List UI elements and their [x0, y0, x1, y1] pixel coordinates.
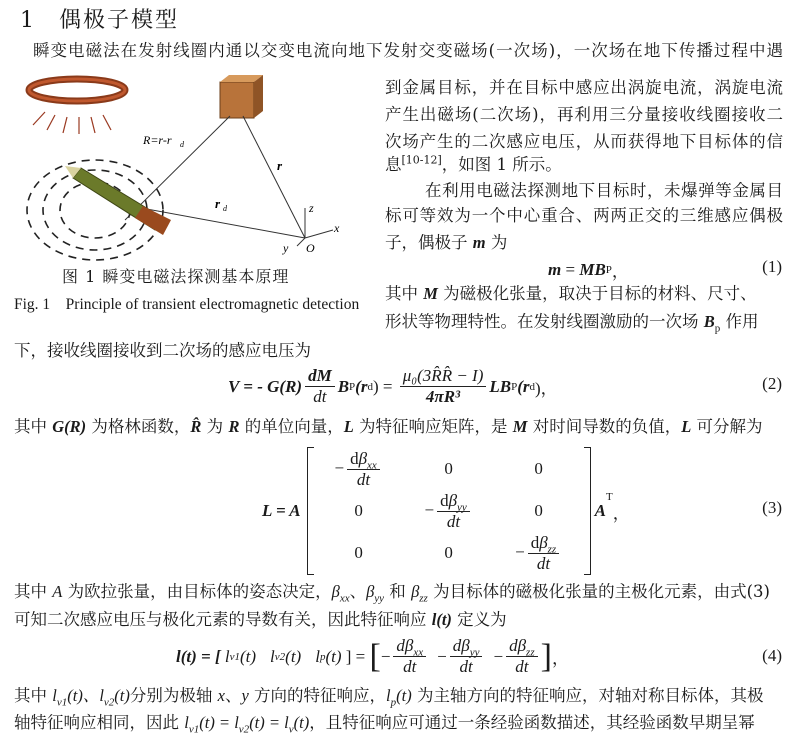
math-op: ) = — [372, 376, 397, 396]
text: 其中 — [14, 417, 53, 436]
math-var: M — [512, 417, 528, 436]
label-rd-sub: d — [223, 204, 227, 213]
math-var: β — [539, 532, 548, 552]
math-var: (t) — [114, 686, 130, 705]
matrix-cell: 0 — [354, 501, 363, 520]
math-var: (t) = — [199, 713, 235, 732]
math-var: dβ — [396, 636, 414, 655]
right-bracket — [584, 447, 591, 575]
math-sub: v1 — [56, 696, 68, 709]
math-var: (t) — [325, 646, 342, 666]
matrix-cell: 0 — [534, 501, 543, 520]
text: 为目标体的磁极化张量的主极化元素，由式(3) — [427, 582, 770, 601]
denominator: 4πR³ — [425, 387, 461, 406]
fraction — [305, 366, 335, 407]
math-var: l — [99, 686, 104, 705]
math-var: l — [52, 686, 57, 705]
paragraph-line — [385, 309, 759, 335]
math-op: ， — [551, 649, 569, 668]
text: 定义为 — [451, 610, 507, 629]
math-var: (t)、 — [67, 686, 100, 705]
text: 为特征响应矩阵，是 — [353, 417, 513, 436]
math-var: β — [331, 582, 340, 601]
math-var: B — [594, 259, 606, 279]
math-var: l — [386, 686, 391, 705]
paragraph-line — [385, 281, 757, 307]
equation-1: m = M B P ， — [548, 257, 629, 282]
math-op: ] = — [341, 646, 370, 666]
matrix-cell: 0 — [444, 459, 453, 478]
math-var: β — [358, 448, 368, 468]
math-op: d — [350, 448, 359, 468]
math-var: B — [337, 376, 350, 396]
numerator: dM — [305, 366, 335, 387]
section-heading — [20, 4, 179, 38]
text: 为 — [485, 233, 508, 252]
paragraph-line: 产生出磁场(二次场)，再利用三分量接收线圈接收二 — [385, 105, 783, 124]
uxo-target — [65, 166, 171, 235]
text: 为磁极化张量，取决于目标的材料、尺寸、 — [437, 284, 757, 303]
text: 为 — [201, 417, 229, 436]
origin: O — [306, 241, 315, 255]
math-sub: v2 — [238, 723, 250, 736]
label-rd: r — [215, 196, 221, 211]
text: 、 — [224, 686, 242, 705]
math-expr: L = A — [262, 501, 301, 520]
math-op: − — [424, 499, 435, 519]
matrix-cell: 0 — [534, 459, 543, 478]
matrix-cell: 0 — [354, 543, 363, 562]
math-sub: p — [714, 322, 721, 335]
figure-caption-cn: 图 1 瞬变电磁法探测基本原理 — [62, 267, 290, 286]
text: 可分解为 — [691, 417, 763, 436]
equation-number: (1) — [762, 257, 782, 276]
math-var: l — [315, 646, 320, 666]
matrix-cell: 0 — [444, 543, 453, 562]
text: ，且特征响应可通过一条经验函数描述，其经验函数早期呈幂 — [309, 713, 755, 732]
math-op: d — [440, 490, 449, 510]
paragraph-line: 次场产生的二次感应电压，从而获得地下目标体的信 — [385, 132, 783, 151]
equation-number: (4) — [762, 646, 782, 665]
math-var: (t) — [396, 686, 412, 705]
math-var: R — [228, 417, 240, 436]
text: 为主轴方向的特征响应，对轴对称目标体，其极 — [411, 686, 764, 705]
fraction — [347, 449, 380, 490]
math-var: l — [184, 713, 189, 732]
math-var: l — [234, 713, 239, 732]
field-arrows — [33, 112, 111, 134]
denominator: dt — [313, 387, 327, 406]
axis-x: x — [334, 221, 340, 235]
math-var: β — [411, 582, 420, 601]
transmitter-coil — [29, 79, 125, 101]
equation-number: (2) — [762, 374, 782, 393]
math-var: (t) — [240, 646, 257, 666]
math-op: − — [493, 646, 504, 666]
text: 其中 — [385, 284, 424, 303]
fraction — [506, 636, 538, 677]
math-expr: V = - G(R) — [228, 376, 303, 396]
axes — [297, 208, 333, 246]
axis-y: y — [283, 241, 289, 255]
paragraph-line — [385, 152, 562, 178]
right-bracket: ] — [540, 637, 552, 675]
text: 子，偶极子 — [385, 233, 473, 252]
text: 、 — [349, 582, 367, 601]
paragraph-line: 下，接收线圈接收到二次场的感应电压为 — [14, 341, 311, 360]
math-sub: xx — [367, 458, 377, 471]
math-var: B — [703, 312, 715, 331]
math-var: (t) = — [249, 713, 285, 732]
math-var: dβ — [509, 636, 527, 655]
text: 对时间导数的负值， — [527, 417, 682, 436]
paragraph-line: 标可等效为一个中心重合、两两正交的三维感应偶极 — [385, 206, 783, 225]
paragraph-line: 瞬变电磁法在发射线圈内通以交变电流向地下发射交变磁场(一次场)，一次场在地下传播过程中遇 — [33, 41, 783, 60]
math-expr: l(t) = [ — [176, 646, 225, 666]
matrix-cell — [334, 449, 382, 490]
denominator: dt — [515, 657, 529, 676]
math-var: β — [366, 582, 375, 601]
denominator: dt — [459, 657, 473, 676]
math-op: ， — [611, 262, 629, 281]
math-var: M — [579, 259, 595, 279]
math-var: L — [681, 417, 692, 436]
math-var: m — [472, 233, 486, 252]
paragraph-line — [14, 414, 763, 440]
fraction — [393, 636, 426, 677]
text: 为格林函数， — [86, 417, 191, 436]
section-title: 偶极子模型 — [59, 8, 180, 33]
math-var: A — [52, 582, 63, 601]
math-op: − — [334, 457, 345, 477]
denominator: dt — [403, 657, 417, 676]
math-var: (r — [517, 376, 530, 396]
fraction — [437, 491, 470, 532]
math-var: M — [423, 284, 438, 303]
math-op: ， — [612, 503, 630, 523]
math-sub: p — [390, 696, 397, 709]
math-sub: zz — [419, 592, 428, 605]
equation-number: (3) — [762, 498, 782, 517]
fraction — [528, 533, 560, 574]
paragraph-line: 在利用电磁法探测地下目标时，未爆弹等金属目 — [425, 181, 783, 200]
paragraph-line — [14, 579, 770, 605]
paragraph-line: 到金属目标，并在目标中感应出涡旋电流，涡旋电流 — [385, 78, 783, 97]
math-var: L — [343, 417, 354, 436]
math-var: (r — [355, 376, 368, 396]
math-op: )， — [535, 379, 558, 398]
fraction — [450, 636, 483, 677]
math-sub: yy — [457, 500, 467, 513]
math-sub: v — [288, 723, 294, 736]
matrix — [314, 448, 584, 574]
math-sub: yy — [469, 646, 480, 659]
paragraph-line — [385, 230, 507, 256]
math-var: β — [448, 490, 458, 510]
label-R: R=r-r — [143, 133, 172, 147]
math-sub: xx — [339, 592, 350, 605]
text: ，如图 1 所示。 — [441, 155, 562, 174]
math-op: − — [437, 646, 447, 666]
math-var: y — [241, 686, 249, 705]
text: 轴特征响应相同，因此 — [14, 713, 185, 732]
math-op: − — [380, 646, 391, 666]
paragraph-line — [14, 607, 507, 633]
paragraph-line — [14, 710, 755, 736]
matrix-cell — [424, 491, 472, 532]
math-var: m — [548, 259, 562, 279]
numerator: μ₀(3R̂R̂ − I) — [400, 366, 487, 387]
fraction — [400, 366, 487, 407]
paragraph-line — [14, 683, 763, 709]
math-op: − — [515, 541, 525, 561]
math-var: (t) — [285, 646, 302, 666]
axis-z: z — [309, 201, 314, 215]
math-var: l — [284, 713, 289, 732]
math-var: dβ — [452, 636, 470, 655]
label-R-sub: d — [180, 140, 184, 149]
citation: [10-12] — [401, 153, 442, 167]
math-sub: zz — [547, 542, 557, 555]
text: 其中 — [14, 686, 53, 705]
left-bracket: [ — [369, 637, 381, 675]
math-sub: v2 — [103, 696, 115, 709]
left-bracket — [307, 447, 314, 575]
text: 方向的特征响应， — [248, 686, 387, 705]
text: 和 — [384, 582, 412, 601]
math-var: R̂ — [190, 417, 202, 436]
math-var: (t) — [293, 713, 310, 732]
math-var: x — [217, 686, 225, 705]
math-op: = — [561, 259, 580, 279]
section-number: 1 — [20, 8, 34, 33]
figure-tem-principle — [15, 70, 385, 262]
math-var: A — [594, 501, 606, 520]
math-op: d — [530, 532, 540, 552]
equation-4: l(t) = [ l v1 (t) l v2 (t) l p (t) ] = [ − $\frac{d\beta_{xx}}{dt}$ − $\frac{d\beta_{yy}}{dt}$ − $\frac{d\beta_{zz}}{dt}$ ] ， — [176, 636, 569, 676]
text: 息 — [385, 155, 402, 174]
math-var: l(t) — [431, 610, 452, 629]
denominator: dt — [446, 511, 461, 531]
label-r: r — [277, 158, 283, 173]
math-sub: yy — [374, 592, 385, 605]
text: 可知二次感应电压与极化元素的导数有关，因此特征响应 — [14, 610, 432, 629]
text: 分别为极轴 — [129, 686, 218, 705]
math-var: G(R) — [52, 417, 87, 436]
math-var: LB — [489, 376, 512, 396]
denominator: dt — [356, 469, 371, 489]
equation-2: V = - G(R) $\frac{dM}{dt}$ B P (r d ) = $\frac{\text{μ₀(3R̂R̂ − I)}}{\text{4πR³}}$ LB P (r d )， — [228, 366, 558, 406]
target-cube — [220, 75, 263, 118]
text: 作用 — [720, 312, 759, 331]
text: 为欧拉张量，由目标体的姿态决定， — [62, 582, 332, 601]
text: 形状等物理特性。在发射线圈激励的一次场 — [385, 312, 704, 331]
math-sub: xx — [413, 646, 424, 659]
math-var: l — [224, 646, 230, 666]
math-var: l — [270, 646, 275, 666]
text: 其中 — [14, 582, 53, 601]
math-sub: zz — [526, 646, 535, 659]
text: 的单位向量， — [239, 417, 344, 436]
figure-caption-en: Fig. 1 Principle of transient electromagnetic detection — [14, 296, 360, 313]
matrix-cell — [515, 533, 562, 574]
denominator: dt — [536, 553, 551, 573]
math-sub: v1 — [188, 723, 200, 736]
equation-3: L = A − $\frac{d\beta_{xx}}{dt}$ 0 0 0 − $\frac{d\beta_{yy}}{dt}$ 0 0 0 − $\frac{d\beta_{zz}}{dt}$ A T ， — [262, 447, 630, 575]
